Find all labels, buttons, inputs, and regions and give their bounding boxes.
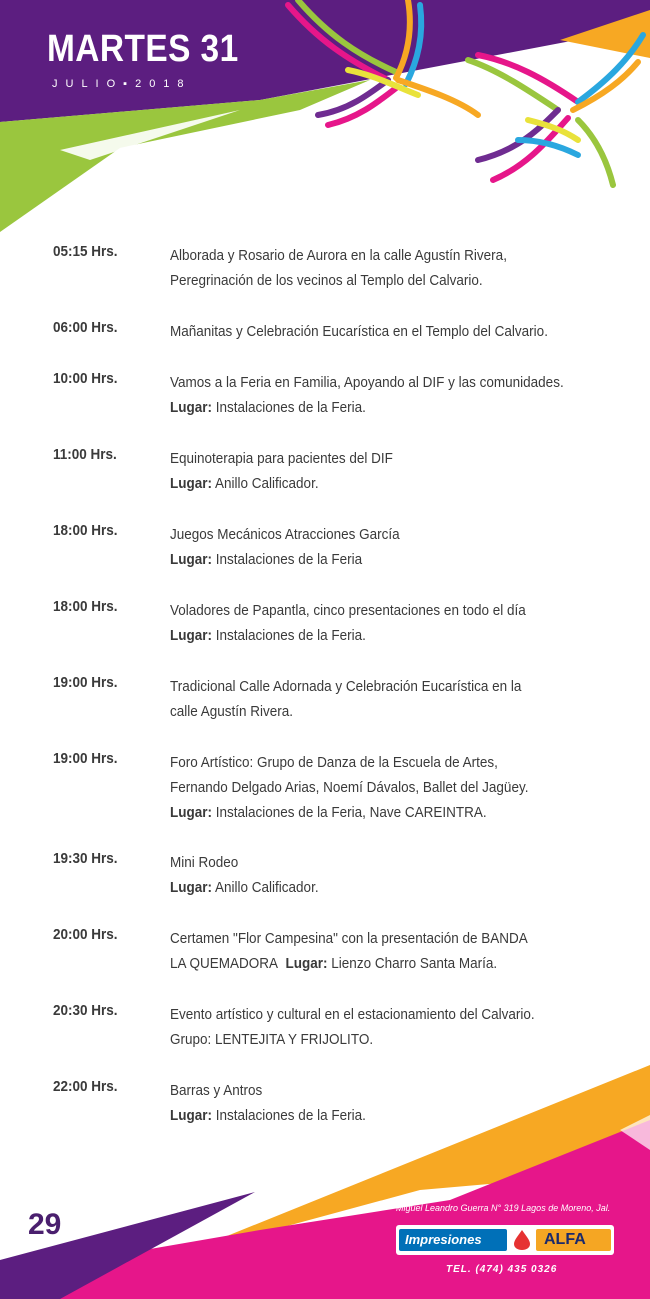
location-label: Lugar: [170, 804, 213, 821]
event-description [170, 319, 638, 344]
location-value: Instalaciones de la Feria. [215, 627, 366, 644]
event-time: 18:00 Hrs. [53, 522, 118, 539]
location-label: Lugar: [285, 955, 328, 972]
page-number: 29 [28, 1208, 62, 1241]
event-time: 20:30 Hrs. [53, 1002, 118, 1019]
sponsor-name-right: ALFA [544, 1231, 586, 1248]
drop-icon [512, 1229, 532, 1251]
date-subtitle: JULIO▪2018 [52, 78, 192, 90]
sponsor-address: Miguel Leandro Guerra N° 319 Lagos de Moreno, Jal. [396, 1203, 611, 1213]
event-time: 20:00 Hrs. [53, 926, 118, 943]
sponsor-logo [396, 1225, 614, 1255]
event-line: Juegos Mecánicos Atracciones García [170, 526, 400, 543]
location-label: Lugar: [170, 475, 213, 492]
event-description [170, 926, 638, 976]
event-time: 06:00 Hrs. [53, 319, 118, 336]
event-line: Vamos a la Feria en Familia, Apoyando al DIF y las comunidades. [170, 374, 564, 391]
event-description [170, 750, 638, 825]
event-time: 19:30 Hrs. [53, 850, 118, 867]
event-line: Mañanitas y Celebración Eucarística en el Templo del Calvario. [170, 323, 548, 340]
sponsor-phone: TEL. (474) 435 0326 [446, 1264, 558, 1275]
event-line: Tradicional Calle Adornada y Celebración Eucarística en la [170, 678, 522, 695]
event-description [170, 370, 638, 420]
location-label: Lugar: [170, 627, 213, 644]
event-line: Foro Artístico: Grupo de Danza de la Escuela de Artes, [170, 754, 498, 771]
event-line: Grupo: LENTEJITA Y FRIJOLITO. [170, 1031, 374, 1048]
location-label: Lugar: [170, 551, 213, 568]
event-line: Voladores de Papantla, cinco presentaciones en todo el día [170, 602, 526, 619]
event-description [170, 243, 638, 293]
event-time: 18:00 Hrs. [53, 598, 118, 615]
event-location [170, 623, 638, 648]
event-description [170, 674, 638, 724]
swallow-birds-illustration [278, 0, 650, 200]
event-line: Certamen "Flor Campesina" con la presentación de BANDA [170, 930, 528, 947]
sponsor-ad [390, 1203, 620, 1283]
event-description [170, 598, 638, 648]
event-location [170, 875, 638, 900]
location-label: Lugar: [170, 399, 213, 416]
event-description [170, 446, 638, 496]
event-description [170, 850, 638, 900]
location-value: Instalaciones de la Feria [215, 551, 363, 568]
location-value: Instalaciones de la Feria. [215, 1107, 366, 1124]
sponsor-logo-right [536, 1229, 611, 1251]
location-value: Anillo Calificador. [215, 879, 319, 896]
event-line: Mini Rodeo [170, 854, 239, 871]
event-line: Barras y Antros [170, 1082, 263, 1099]
event-description [170, 1002, 638, 1052]
event-time: 11:00 Hrs. [53, 446, 117, 463]
event-location [170, 471, 638, 496]
event-line: Equinoterapia para pacientes del DIF [170, 450, 393, 467]
event-location [170, 547, 638, 572]
event-description [170, 522, 638, 572]
event-line: calle Agustín Rivera. [170, 703, 294, 720]
sponsor-name-left: Impresiones [405, 1232, 482, 1247]
event-time: 22:00 Hrs. [53, 1078, 118, 1095]
event-time: 05:15 Hrs. [53, 243, 118, 260]
event-line: Peregrinación de los vecinos al Templo del Calvario. [170, 272, 483, 289]
location-value: Instalaciones de la Feria, Nave CAREINTRA. [215, 804, 487, 821]
event-time: 19:00 Hrs. [53, 750, 118, 767]
sponsor-logo-left [399, 1229, 507, 1251]
event-line: LA QUEMADORA [170, 955, 279, 972]
event-location [170, 800, 638, 825]
event-line: Alborada y Rosario de Aurora en la calle Agustín Rivera, [170, 247, 507, 264]
location-value: Anillo Calificador. [215, 475, 319, 492]
page-title: MARTES 31 [47, 28, 239, 70]
event-location [170, 395, 638, 420]
location-value: Lienzo Charro Santa María. [331, 955, 498, 972]
location-label: Lugar: [170, 1107, 213, 1124]
location-label: Lugar: [170, 879, 213, 896]
event-time: 10:00 Hrs. [53, 370, 118, 387]
location-value: Instalaciones de la Feria. [215, 399, 366, 416]
event-line: Evento artístico y cultural en el estacionamiento del Calvario. [170, 1006, 535, 1023]
event-line: Fernando Delgado Arias, Noemí Dávalos, Ballet del Jagüey. [170, 779, 529, 796]
event-time: 19:00 Hrs. [53, 674, 118, 691]
